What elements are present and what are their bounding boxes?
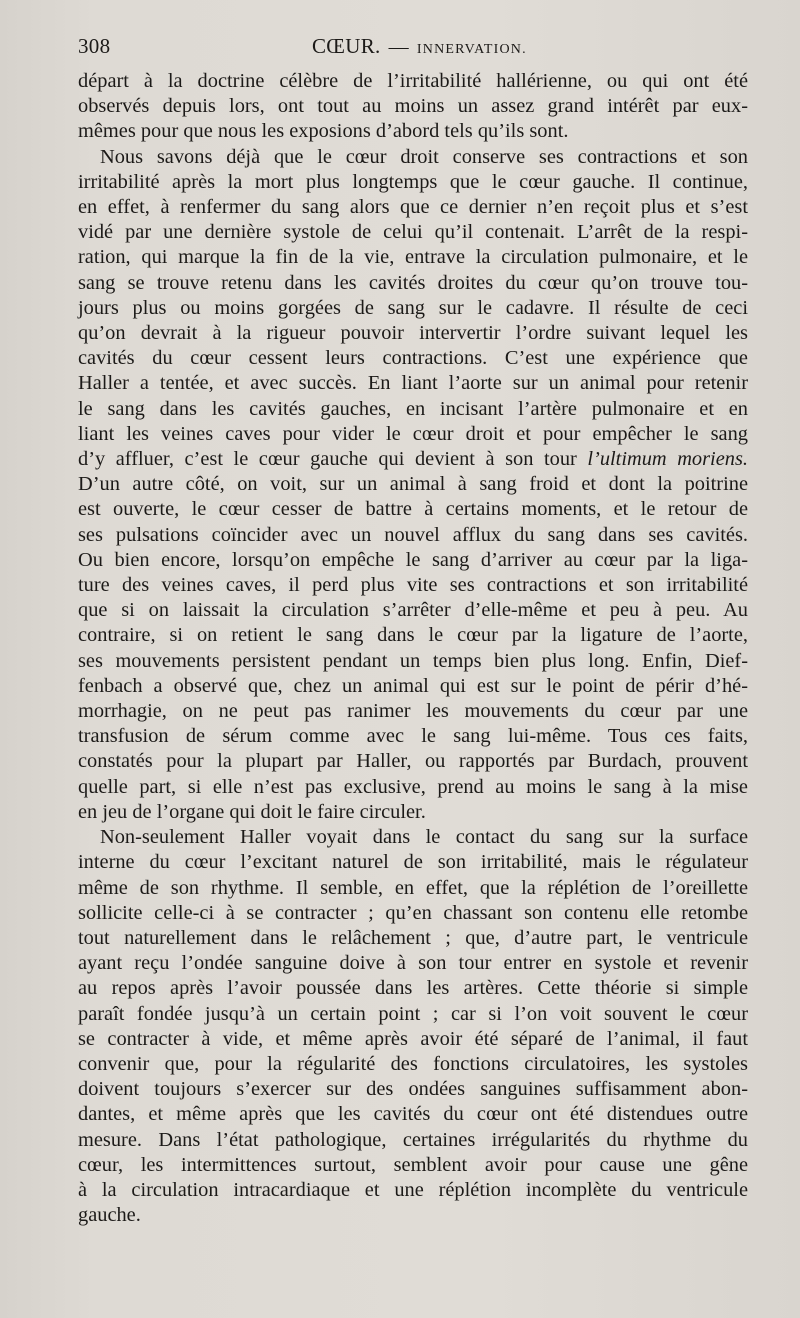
text-line: irritabilité après la mort plus longtemps que le cœur gauche. Il continue, — [78, 170, 748, 193]
text-line: convenir que, pour la régularité des fonctions circulatoires, les systoles — [78, 1052, 748, 1075]
paragraph — [78, 901, 748, 926]
text-line: interne du cœur l’excitant naturel de son irritabilité, mais le régulateur — [78, 851, 748, 874]
text-line: liant les veines caves pour vider le cœur droit et pour empêcher le sang — [78, 422, 748, 445]
text-line: même de son rhythme. Il semble, en effet, que la réplétion de l’oreillette — [78, 876, 748, 899]
paragraph — [78, 1052, 748, 1077]
italic-phrase: l’ultimum moriens. — [587, 448, 748, 471]
text-line: transfusion de sérum comme avec le sang lui-même. Tous ces faits, — [78, 725, 748, 748]
text-line: sang se trouve retenu dans les cavités droites du cœur qu’on trouve tou- — [78, 271, 748, 294]
paragraph — [78, 1002, 748, 1027]
text-line: qu’on devrait à la rigueur pouvoir intervertir l’ordre suivant lequel les — [78, 322, 748, 345]
paragraph — [78, 876, 748, 901]
text-line: d’y affluer, c’est le cœur gauche qui devient à son tour — [78, 448, 577, 471]
paragraph — [78, 346, 748, 371]
paragraph — [78, 850, 748, 875]
text-line: au repos après l’avoir poussée dans les artères. Cette théorie si simple — [78, 977, 748, 1000]
paragraph — [78, 321, 748, 346]
paragraph — [78, 1203, 748, 1228]
text-line: en effet, à renfermer du sang alors que ce dernier n’en reçoit plus et s’est — [78, 196, 748, 219]
text-line: D’un autre côté, on voit, sur un animal à sang froid et dont la poitrine — [78, 473, 748, 496]
text-line: ture des veines caves, il perd plus vite ses contractions et son irritabilité — [78, 574, 748, 597]
paragraph — [78, 674, 748, 699]
text-line: Haller a tentée, et avec succès. En liant l’aorte sur un animal pour retenir — [78, 372, 748, 395]
paragraph — [78, 1128, 748, 1153]
paragraph — [78, 951, 748, 976]
text-line: observés depuis lors, ont tout au moins un assez grand intérêt par eux- — [78, 95, 748, 118]
paragraph — [78, 1027, 748, 1052]
text-line: ses pulsations coïncider avec un nouvel afflux du sang dans ses cavités. — [78, 523, 748, 546]
page-header — [78, 34, 748, 62]
paragraph — [78, 623, 748, 648]
text-line: morrhagie, on ne peut pas ranimer les mouvements du cœur par une — [78, 700, 748, 723]
paragraph — [78, 775, 748, 800]
text-line: gauche. — [78, 1204, 141, 1227]
paragraph — [78, 649, 748, 674]
text-line: Non-seulement Haller voyait dans le contact du sang sur la surface — [100, 826, 748, 849]
text-line: à la circulation intracardiaque et une réplétion incomplète du ventricule — [78, 1178, 748, 1201]
paragraph — [78, 271, 748, 296]
paragraph — [78, 145, 748, 170]
text-line: se contracter à vide, et même après avoir été séparé de l’animal, il faut — [78, 1027, 748, 1050]
paragraph — [78, 1178, 748, 1203]
paragraph — [78, 296, 748, 321]
paragraph — [78, 1102, 748, 1127]
paragraph — [78, 220, 748, 245]
text-line: constatés pour la plupart par Haller, ou rapportés par Burdach, prouvent — [78, 750, 748, 773]
paragraph — [78, 1153, 748, 1178]
body-text — [78, 69, 748, 1228]
text-line: ayant reçu l’ondée sanguine doive à son tour entrer en systole et revenir — [78, 952, 748, 975]
text-line: cavités du cœur cessent leurs contractions. C’est une expérience que — [78, 347, 748, 370]
text-line: est ouverte, le cœur cesser de battre à certains moments, et le retour de — [78, 498, 748, 521]
text-line: Ou bien encore, lorsqu’on empêche le sang d’arriver au cœur par la liga- — [78, 548, 748, 571]
paragraph — [78, 926, 748, 951]
text-line: contraire, si on retient le sang dans le cœur par la ligature de l’aorte, — [78, 624, 748, 647]
paragraph — [78, 548, 748, 573]
paragraph — [78, 800, 748, 825]
paragraph — [78, 1077, 748, 1102]
paragraph — [78, 699, 748, 724]
paragraph — [78, 598, 748, 623]
text-line: sollicite celle-ci à se contracter ; qu’en chassant son contenu elle retombe — [78, 901, 748, 924]
text-line: mêmes pour que nous les exposions d’abord tels qu’ils sont. — [78, 120, 569, 143]
paragraph — [78, 245, 748, 270]
paragraph — [78, 119, 748, 144]
text-line: ses mouvements persistent pendant un temps bien plus long. Enfin, Dief- — [78, 649, 748, 672]
running-head — [312, 34, 527, 59]
text-line: fenbach a observé que, chez un animal qui est sur le point de périr d’hé- — [78, 674, 748, 697]
paragraph — [78, 976, 748, 1001]
text-line: quelle part, si elle n’est pas exclusive, prend au moins le sang à la mise — [78, 775, 748, 798]
paragraph — [78, 69, 748, 94]
paragraph — [78, 472, 748, 497]
paragraph — [78, 195, 748, 220]
text-line: mesure. Dans l’état pathologique, certaines irrégularités du rhythme du — [78, 1128, 748, 1151]
paragraph — [78, 825, 748, 850]
running-head-title: CŒUR. — [312, 34, 381, 58]
paragraph — [78, 497, 748, 522]
text-line: ration, qui marque la fin de la vie, entrave la circulation pulmonaire, et le — [78, 246, 748, 269]
text-line: départ à la doctrine célèbre de l’irritabilité hallérienne, ou qui ont été — [78, 70, 748, 92]
paragraph — [78, 94, 748, 119]
paragraph — [78, 573, 748, 598]
text-line: Nous savons déjà que le cœur droit conserve ses contractions et son — [100, 145, 748, 168]
paragraph — [78, 170, 748, 195]
text-line: jours plus ou moins gorgées de sang sur le cadavre. Il résulte de ceci — [78, 296, 748, 319]
text-line: vidé par une dernière systole de celui qu’il contenait. L’arrêt de la respi- — [78, 221, 748, 244]
paragraph — [78, 371, 748, 396]
text-line: cœur, les intermittences surtout, semblent avoir pour cause une gêne — [78, 1153, 748, 1176]
text-line: paraît fondée jusqu’à un certain point ; car si l’on voit souvent le cœur — [78, 1002, 748, 1025]
paragraph — [78, 397, 748, 422]
paragraph — [78, 422, 748, 447]
running-head-section: INNERVATION. — [416, 42, 527, 57]
text-line: dantes, et même après que les cavités du cœur ont été distendues outre — [78, 1103, 748, 1126]
paragraph — [78, 523, 748, 548]
paragraph — [78, 749, 748, 774]
text-line: doivent toujours s’exercer sur des ondées sanguines suffisamment abon- — [78, 1078, 748, 1101]
running-head-separator: — — [388, 36, 409, 58]
page-number: 308 — [78, 34, 111, 58]
paragraph — [78, 724, 748, 749]
text-line: que si on laissait la circulation s’arrêter d’elle-même et peu à peu. Au — [78, 599, 748, 622]
paragraph — [78, 447, 748, 472]
text-line: le sang dans les cavités gauches, en incisant l’artère pulmonaire et en — [78, 397, 748, 420]
text-line: en jeu de l’organe qui doit le faire circuler. — [78, 800, 426, 823]
text-line: tout naturellement dans le relâchement ; que, d’autre part, le ventricule — [78, 926, 748, 949]
